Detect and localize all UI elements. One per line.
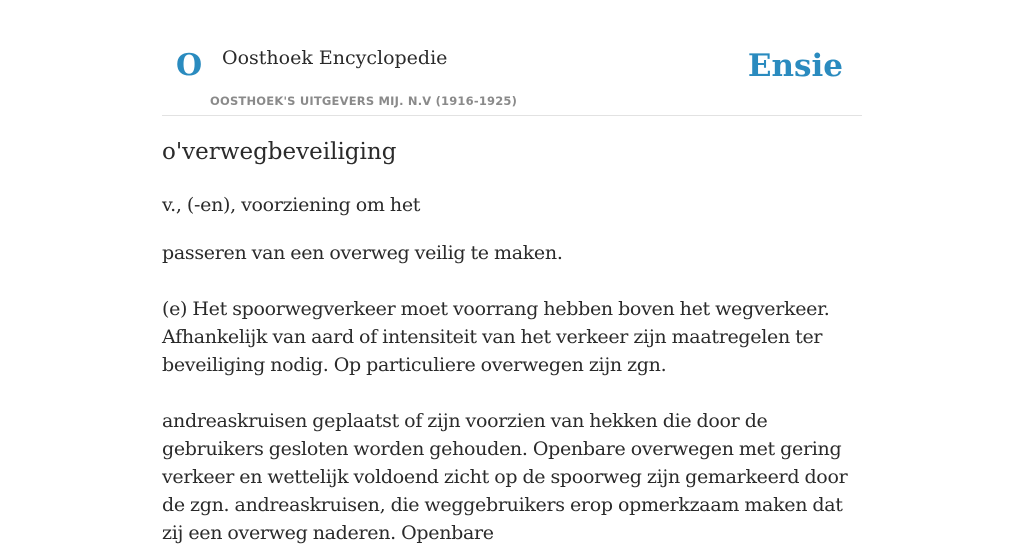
entry-paragraph: andreaskruisen geplaatst of zijn voorzien van hekken die door de gebruikers gesloten worden gehouden. Openbare overwegen met gering verkeer en wettelijk voldoend zicht op de spoorweg zijn gemarkeerd door de zgn. andreaskruisen, die weggebruikers erop opmerkzaam maken dat zij een overweg naderen. Openbare [162, 410, 848, 544]
entry-paragraph: (e) Het spoorwegverkeer moet voorrang hebben boven het wegverkeer. Afhankelijk van aard of intensiteit van het verkeer zijn maatregelen ter beveiliging nodig. Op particuliere overwegen zijn zgn. [162, 298, 830, 376]
site-header [162, 0, 862, 116]
site-title[interactable]: Oosthoek Encyclopedie [222, 47, 448, 69]
logo-icon[interactable]: O [176, 48, 203, 83]
publisher-subtitle: OOSTHOEK'S UITGEVERS MIJ. N.V (1916-1925) [210, 94, 518, 108]
ensie-brand-link[interactable]: Ensie [747, 48, 843, 84]
entry-title: o'verwegbeveiliging [162, 139, 397, 165]
page [162, 0, 862, 544]
entry-paragraph: v., (-en), voorziening om het [162, 194, 421, 216]
entry-paragraph: passeren van een overweg veilig te maken. [162, 242, 563, 264]
